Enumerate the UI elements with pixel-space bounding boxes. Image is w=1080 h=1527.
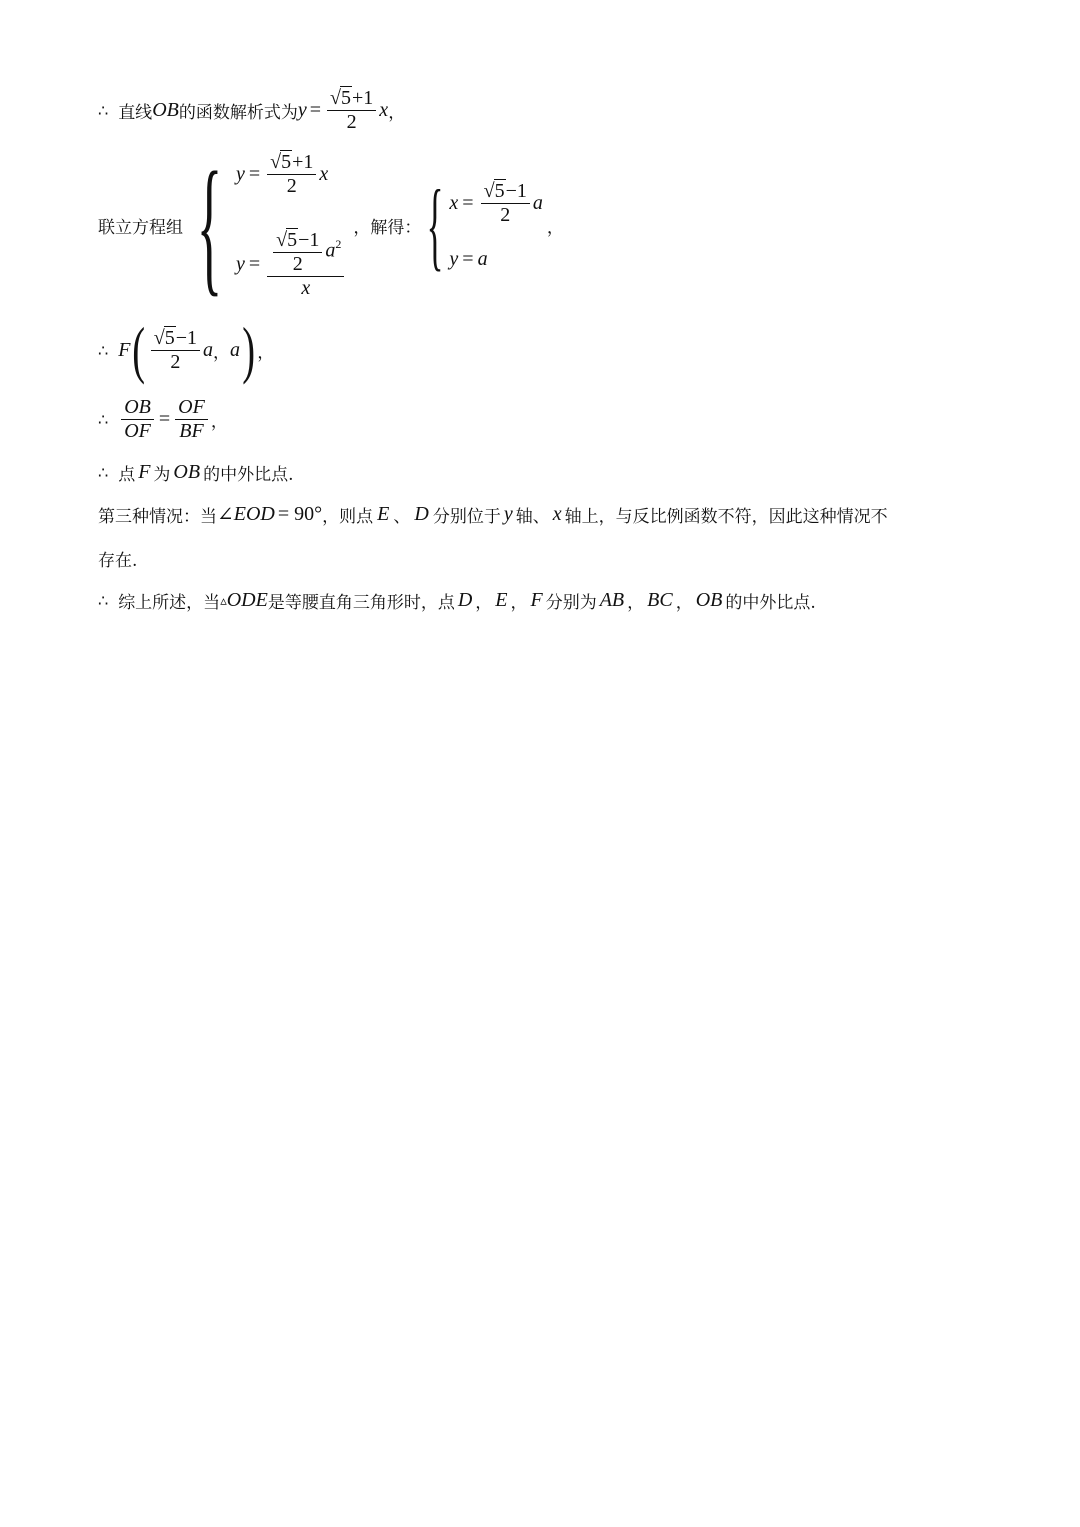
fraction bbox=[267, 150, 316, 198]
text: 是等腰直角三角形时，点 bbox=[267, 593, 455, 613]
math-var: D bbox=[414, 503, 429, 525]
text: 为 bbox=[153, 465, 171, 485]
fraction bbox=[267, 228, 344, 300]
math-var: EOD bbox=[233, 503, 275, 525]
text: 直线 bbox=[118, 102, 153, 123]
numerator-tail: −1 bbox=[505, 180, 527, 202]
fraction-numerator bbox=[481, 179, 530, 203]
left-brace: { bbox=[196, 141, 223, 309]
radicand: 5 bbox=[494, 180, 505, 202]
punctuation: ， bbox=[388, 102, 406, 123]
radical-sign: √ bbox=[270, 151, 282, 173]
angle-symbol: ∠ bbox=[217, 504, 234, 526]
math-var: y bbox=[297, 98, 307, 121]
equals-sign: = bbox=[248, 252, 261, 275]
punctuation: ， bbox=[257, 342, 275, 363]
text: 联立方程组 bbox=[98, 217, 183, 238]
text: 轴上，与反比例函数不符，因此这种情况不 bbox=[564, 507, 888, 527]
triangle-symbol: ▵ bbox=[220, 592, 227, 608]
right-paren: ) bbox=[242, 314, 256, 385]
sqrt bbox=[270, 150, 292, 174]
fraction bbox=[151, 326, 200, 374]
fraction-denominator: 2 bbox=[346, 111, 357, 133]
fraction-denominator: 2 bbox=[286, 175, 297, 197]
left-brace: { bbox=[427, 169, 444, 280]
math-var: y bbox=[449, 248, 459, 270]
fraction bbox=[481, 179, 530, 227]
radicand: 5 bbox=[281, 151, 292, 173]
inner-fraction bbox=[273, 228, 322, 276]
fraction-numerator bbox=[327, 86, 376, 110]
radical-sign: √ bbox=[330, 87, 342, 109]
solution-row bbox=[449, 248, 542, 271]
fraction-denominator: 2 bbox=[500, 204, 511, 226]
math-var: F bbox=[138, 461, 151, 483]
line-f-coordinates bbox=[98, 314, 275, 385]
math-var: a bbox=[532, 191, 543, 214]
math-var: y bbox=[503, 503, 513, 525]
math-var: a bbox=[325, 239, 336, 262]
therefore-symbol: ∴ bbox=[98, 340, 109, 360]
equals-sign: = bbox=[309, 98, 322, 121]
numerator-tail: +1 bbox=[352, 87, 374, 109]
text: 的函数解析式为 bbox=[178, 102, 298, 123]
equation-row bbox=[236, 150, 347, 198]
math-var: x bbox=[319, 162, 329, 185]
math-var: y bbox=[235, 252, 245, 275]
fraction-numerator bbox=[267, 150, 316, 174]
math-var: OB bbox=[152, 98, 179, 121]
math-var: F bbox=[530, 589, 543, 611]
math-var: BC bbox=[647, 589, 673, 611]
line-conclusion bbox=[98, 588, 816, 613]
math-var: a bbox=[477, 248, 488, 270]
fraction-numerator bbox=[273, 228, 322, 252]
line-ratio bbox=[98, 396, 228, 443]
text: 的中外比点. bbox=[725, 593, 816, 613]
therefore-symbol: ∴ bbox=[98, 591, 109, 610]
solution-system bbox=[449, 179, 542, 271]
equals-sign: = bbox=[462, 248, 474, 270]
fraction-numerator: OB bbox=[124, 396, 151, 418]
punctuation: ， bbox=[210, 412, 228, 432]
text: 分别为 bbox=[545, 593, 597, 613]
radicand: 5 bbox=[164, 327, 175, 349]
math-var: E bbox=[495, 589, 508, 611]
text: 、 bbox=[393, 507, 411, 527]
solution-row bbox=[449, 179, 542, 227]
radicand: 5 bbox=[341, 87, 352, 109]
numerator-tail: −1 bbox=[175, 327, 197, 349]
fraction-denominator: OF bbox=[124, 420, 151, 442]
fraction-denominator: 2 bbox=[292, 253, 303, 275]
fraction bbox=[175, 396, 208, 443]
text: 存在. bbox=[98, 551, 138, 571]
therefore-symbol: ∴ bbox=[98, 410, 109, 429]
text: ，解得： bbox=[353, 217, 422, 238]
equation-row bbox=[236, 228, 347, 300]
radical-sign: √ bbox=[276, 229, 288, 251]
text: 的中外比点. bbox=[203, 465, 294, 485]
exponent: 2 bbox=[335, 236, 342, 251]
text: 点 bbox=[118, 465, 136, 485]
equals-sign: = bbox=[158, 408, 171, 430]
sqrt bbox=[154, 326, 176, 350]
radical-sign: √ bbox=[153, 327, 165, 349]
punctuation: ， bbox=[627, 593, 645, 613]
text: 分别位于 bbox=[432, 507, 501, 527]
math-var: a bbox=[229, 338, 240, 361]
math-var: y bbox=[235, 162, 245, 185]
left-paren: ( bbox=[132, 314, 146, 385]
radicand: 5 bbox=[287, 229, 298, 251]
line-third-case bbox=[98, 502, 888, 527]
equals-sign: = bbox=[462, 191, 474, 214]
equation-system bbox=[236, 150, 347, 300]
therefore-symbol: ∴ bbox=[98, 463, 109, 482]
line-third-case-cont bbox=[98, 546, 137, 571]
fraction-numerator bbox=[267, 228, 344, 276]
math-var: x bbox=[379, 98, 389, 121]
punctuation: ， bbox=[675, 593, 693, 613]
math-var: D bbox=[457, 589, 473, 611]
punctuation: ， bbox=[510, 593, 528, 613]
fraction-numerator bbox=[151, 326, 200, 350]
text: ，则点 bbox=[322, 507, 374, 527]
separator: ， bbox=[212, 342, 230, 363]
math-var: AB bbox=[599, 589, 625, 611]
therefore-symbol: ∴ bbox=[98, 100, 109, 120]
math-value: = 90° bbox=[277, 503, 323, 525]
math-var: F bbox=[118, 338, 131, 361]
numerator-tail: +1 bbox=[292, 151, 314, 173]
punctuation: ， bbox=[546, 217, 564, 238]
math-var: x bbox=[449, 191, 459, 214]
math-var: a bbox=[202, 338, 213, 361]
sqrt bbox=[276, 228, 298, 252]
text: 综上所述，当 bbox=[118, 593, 221, 613]
fraction-numerator: OF bbox=[178, 396, 205, 418]
numerator-tail: −1 bbox=[298, 229, 320, 251]
math-var: ODE bbox=[226, 589, 268, 611]
fraction-denominator: BF bbox=[179, 420, 204, 442]
fraction-denominator: x bbox=[301, 277, 311, 299]
punctuation: ， bbox=[475, 593, 493, 613]
fraction bbox=[121, 396, 154, 443]
line-ob-function bbox=[98, 86, 405, 134]
math-var: x bbox=[552, 503, 562, 525]
equals-sign: = bbox=[248, 162, 261, 185]
math-var: OB bbox=[695, 589, 723, 611]
sqrt bbox=[484, 179, 506, 203]
math-var: OB bbox=[173, 461, 201, 483]
fraction bbox=[327, 86, 376, 134]
fraction-denominator: 2 bbox=[170, 351, 181, 373]
line-f-golden-point bbox=[98, 460, 293, 485]
line-system bbox=[98, 141, 564, 309]
math-var: E bbox=[377, 503, 390, 525]
sqrt bbox=[330, 86, 352, 110]
text: 轴、 bbox=[515, 507, 550, 527]
text: 第三种情况：当 bbox=[98, 507, 217, 527]
radical-sign: √ bbox=[483, 180, 495, 202]
